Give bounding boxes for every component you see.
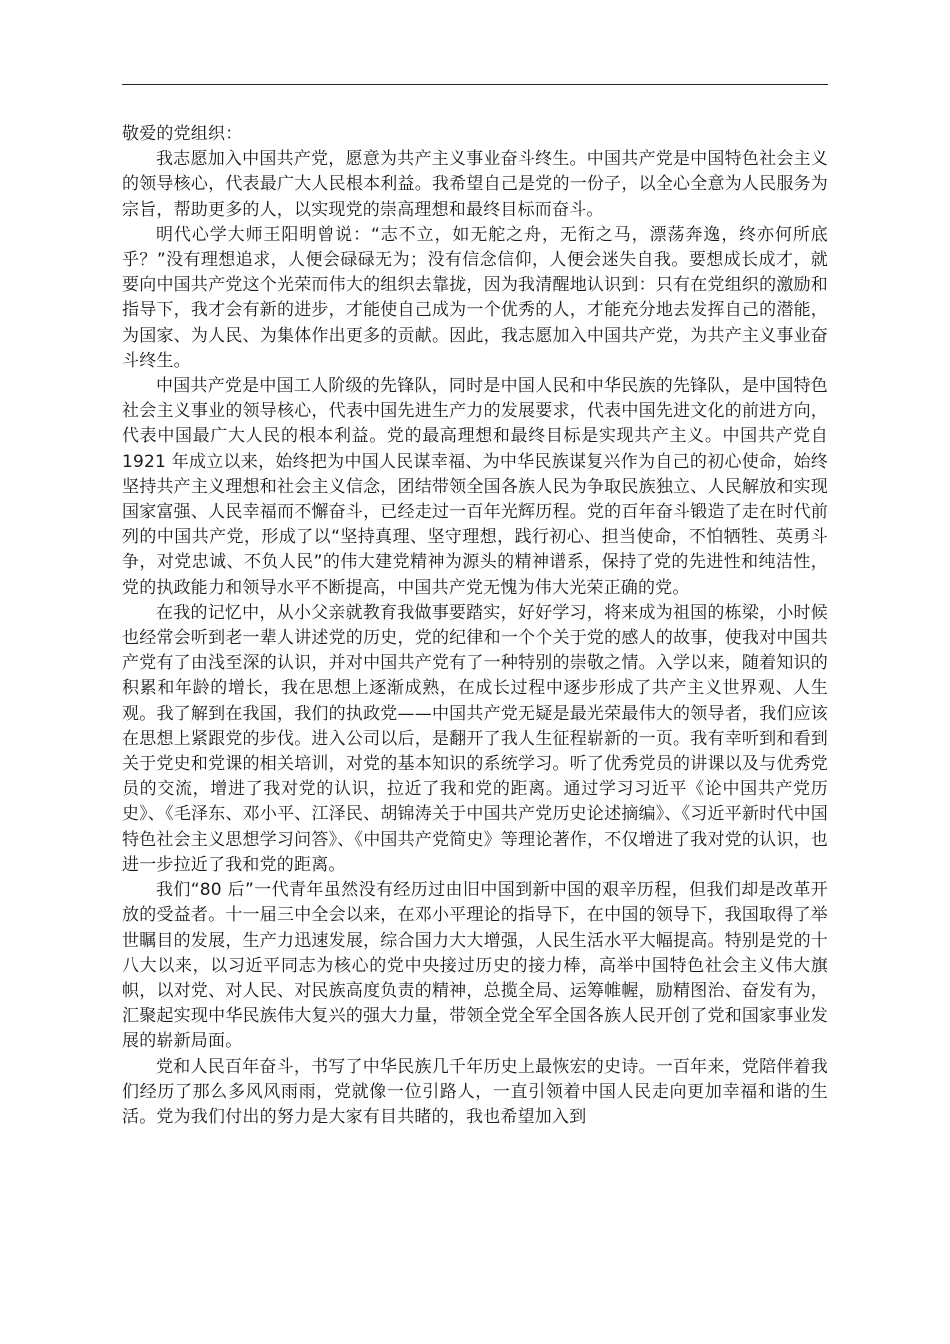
- salutation: 敬爱的党组织：: [122, 124, 243, 144]
- letter-body: [122, 122, 828, 1130]
- paragraph-5: 我们“80 后”一代青年虽然没有经历过由旧中国到新中国的艰辛历程，但我们却是改革开放的受益者。十一届三中全会以来，在邓小平理论的指导下，在中国的领导下，我国取得了举世瞩目的发展，生产力迅速发展，综合国力大大增强，人民生活水平大幅提高。特别是党的十八大以来，以习近平同志为核心的党中央接过历史的接力棒，高举中国特色社会主义伟大旗帜，以对党、对人民、对民族高度负责的精神，总揽全局、运筹帷幄，励精图治、奋发有为，汇聚起实现中华民族伟大复兴的强大力量，带领全党全军全国各族人民开创了党和国家事业发展的崭新局面。: [122, 880, 828, 1052]
- paragraph-4: 在我的记忆中，从小父亲就教育我做事要踏实，好好学习，将来成为祖国的栋梁，小时候也经常会听到老一辈人讲述党的历史，党的纪律和一个个关于党的感人的故事，使我对中国共产党有了由浅至深的认识，并对中国共产党有了一种特别的崇敬之情。入学以来，随着知识的积累和年龄的增长，我在思想上逐渐成熟，在成长过程中逐步形成了共产主义世界观、人生观。我了解到在我国，我们的执政党——中国共产党无疑是最光荣最伟大的领导者，我们应该在思想上紧跟党的步伐。进入公司以后，是翻开了我人生征程崭新的一页。我有幸听到和看到关于党史和党课的相关培训，对党的基本知识的系统学习。听了优秀党员的讲课以及与优秀党员的交流，增进了我对党的认识，拉近了我和党的距离。通过学习习近平《论中国共产党历史》、《毛泽东、邓小平、江泽民、胡锦涛关于中国共产党历史论述摘编》、《习近平新时代中国特色社会主义思想学习问答》、《中国共产党简史》等理论著作，不仅增进了我对党的认识，也进一步拉近了我和党的距离。: [122, 602, 828, 875]
- paragraph-3: 中国共产党是中国工人阶级的先锋队，同时是中国人民和中华民族的先锋队，是中国特色社会主义事业的领导核心，代表中国先进生产力的发展要求，代表中国先进文化的前进方向，代表中国最广大人民的根本利益。党的最高理想和最终目标是实现共产主义。中国共产党自 1921 年成立以来，始终把为中国人民谋幸福、为中华民族谋复兴作为自己的初心使命，始终坚持共产主义理想和社会主义信念，团结带领全国各族人民为争取民族独立、人民解放和实现国家富强、人民幸福而不懈奋斗，已经走过一百年光辉历程。党的百年奋斗锻造了走在时代前列的中国共产党，形成了以“坚持真理、坚守理想，践行初心、担当使命，不怕牺牲、英勇斗争，对党忠诚、不负人民”的伟大建党精神为源头的精神谱系，保持了党的先进性和纯洁性，党的执政能力和领导水平不断提高，中国共产党无愧为伟大光荣正确的党。: [122, 376, 828, 598]
- paragraph-6: 党和人民百年奋斗，书写了中华民族几千年历史上最恢宏的史诗。一百年来，党陪伴着我们经历了那么多风风雨雨，党就像一位引路人，一直引领着中国人民走向更加幸福和谐的生活。党为我们付出的努力是大家有目共睹的，我也希望加入到: [122, 1056, 828, 1127]
- header-rule: [122, 84, 828, 85]
- paragraph-1: 我志愿加入中国共产党，愿意为共产主义事业奋斗终生。中国共产党是中国特色社会主义的领导核心，代表最广大人民根本利益。我希望自己是党的一份子，以全心全意为人民服务为宗旨，帮助更多的人，以实现党的崇高理想和最终目标而奋斗。: [122, 149, 828, 220]
- paragraph-2: 明代心学大师王阳明曾说：“志不立，如无舵之舟，无衔之马，漂荡奔逸，终亦何所底乎？”没有理想追求，人便会碌碌无为；没有信念信仰，人便会迷失自我。要想成长成才，就要向中国共产党这个光荣而伟大的组织去靠拢，因为我清醒地认识到：只有在党组织的激励和指导下，我才会有新的进步，才能使自己成为一个优秀的人，才能充分地去发挥自己的潜能，为国家、为人民、为集体作出更多的贡献。因此，我志愿加入中国共产党，为共产主义事业奋斗终生。: [122, 224, 828, 371]
